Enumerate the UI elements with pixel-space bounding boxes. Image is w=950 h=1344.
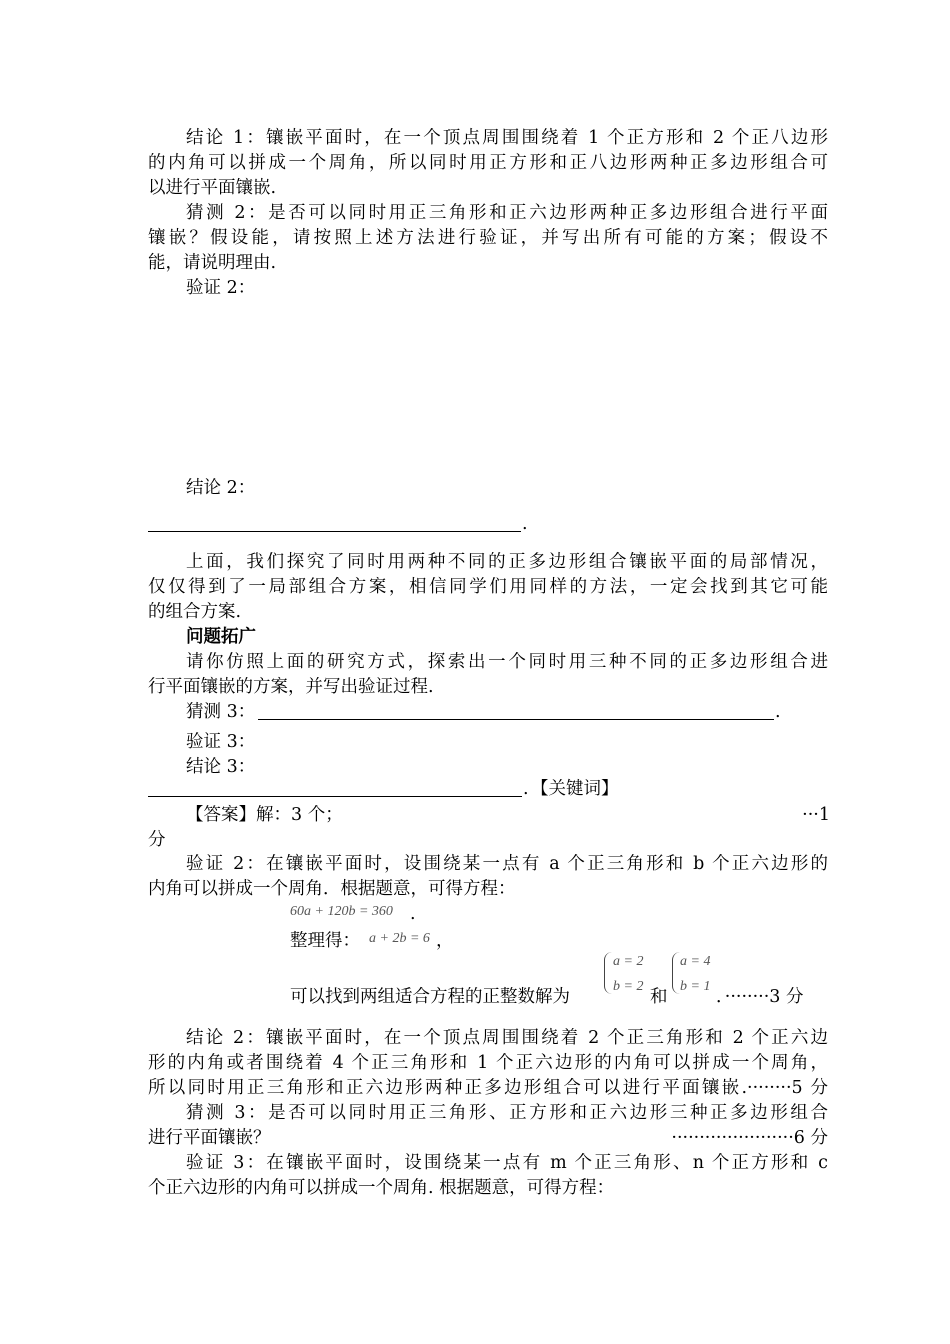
answer-label: 【答案】解：3 个；	[186, 805, 343, 825]
verify-2-label: 验证 2：	[186, 278, 256, 298]
equation-2-end: ，	[436, 931, 454, 951]
conclusion-1-line-1: 结论 1：镶嵌平面时，在一个顶点周围围绕着 1 个正方形和 2 个正八边形	[186, 128, 828, 148]
paragraph-line-2: 仅仅得到了一局部组合方案，相信同学们用同样的方法，一定会找到其它可能	[148, 577, 828, 597]
guess-3-blank	[258, 719, 774, 720]
conclusion-3-period: .	[523, 779, 529, 799]
answer-verify-3-line-1: 验证 3：在镶嵌平面时，设围绕某一点有 m 个正三角形、n 个正方形和 c	[186, 1153, 828, 1173]
simplify-label: 整理得：	[290, 931, 360, 951]
extension-title: 问题拓广	[186, 627, 256, 647]
answer-verify-2-line-2: 内角可以拼成一个周角．根据题意，可得方程：	[148, 879, 516, 899]
guess-2-line-1: 猜测 2：是否可以同时用正三角形和正六边形两种正多边形组合进行平面	[186, 203, 828, 223]
solution-1-a: a = 2	[613, 954, 644, 969]
answer-conclusion-2-line-3: 所以同时用正三角形和正六边形两种正多边形组合可以进行平面镶嵌.········5 分	[148, 1078, 828, 1098]
conclusion-3-blank	[148, 796, 522, 797]
solution-2-a: a = 4	[680, 954, 711, 969]
paragraph-line-3: 的组合方案.	[148, 602, 242, 622]
answer-score-unit: 分	[148, 830, 166, 850]
conclusion-1-line-2: 的内角可以拼成一个周角，所以同时用正方形和正八边形两种正多边形组合可	[148, 153, 828, 173]
answer-verify-3-line-2: 个正六边形的内角可以拼成一个周角. 根据题意，可得方程：	[148, 1178, 615, 1198]
paragraph-line-1: 上面，我们探究了同时用两种不同的正多边形组合镶嵌平面的局部情况，	[186, 552, 828, 572]
conclusion-2-label: 结论 2：	[186, 478, 256, 498]
extension-line-2: 行平面镶嵌的方案，并写出验证过程.	[148, 677, 434, 697]
solution-1-brace	[604, 952, 613, 994]
guess-2-line-3: 能，请说明理由.	[148, 253, 277, 273]
conclusion-2-blank	[148, 531, 521, 532]
answer-score-1: ···1	[802, 805, 830, 825]
guess-3-period: .	[775, 702, 781, 722]
extension-line-1: 请你仿照上面的研究方式，探索出一个同时用三种不同的正多边形组合进	[186, 652, 828, 672]
equation-1-end: .	[410, 904, 416, 924]
conclusion-3-label: 结论 3：	[186, 757, 256, 777]
solution-2-b: b = 1	[680, 979, 711, 994]
solution-1-b: b = 2	[613, 979, 644, 994]
conclusion-1-line-3: 以进行平面镶嵌.	[148, 178, 277, 198]
guess-3-label: 猜测 3：	[186, 702, 256, 722]
equation-1: 60a + 120b = 360	[290, 904, 393, 919]
answer-verify-2-line-1: 验证 2：在镶嵌平面时，设围绕某一点有 a 个正三角形和 b 个正六边形的	[186, 854, 828, 874]
guess-2-line-2: 镶嵌？假设能，请按照上述方法进行验证，并写出所有可能的方案；假设不	[148, 228, 828, 248]
answer-guess-3-score: ······················6 分	[671, 1128, 828, 1148]
answer-guess-3-line-2: 进行平面镶嵌？	[148, 1128, 271, 1148]
keyword-label: 【关键词】	[531, 779, 619, 799]
answer-guess-3-line-1: 猜测 3：是否可以同时用正三角形、正方形和正六边形三种正多边形组合	[186, 1103, 828, 1123]
solution-score: ．········3 分	[716, 987, 804, 1007]
solution-text: 可以找到两组适合方程的正整数解为	[290, 987, 570, 1007]
solution-and: 和	[650, 987, 668, 1007]
conclusion-2-period: .	[522, 514, 528, 534]
answer-conclusion-2-line-1: 结论 2：镶嵌平面时，在一个顶点周围围绕着 2 个正三角形和 2 个正六边	[186, 1028, 828, 1048]
answer-conclusion-2-line-2: 形的内角或者围绕着 4 个正三角形和 1 个正六边形的内角可以拼成一个周角，	[148, 1053, 828, 1073]
verify-3-label: 验证 3：	[186, 732, 256, 752]
equation-2: a + 2b = 6	[369, 931, 430, 946]
